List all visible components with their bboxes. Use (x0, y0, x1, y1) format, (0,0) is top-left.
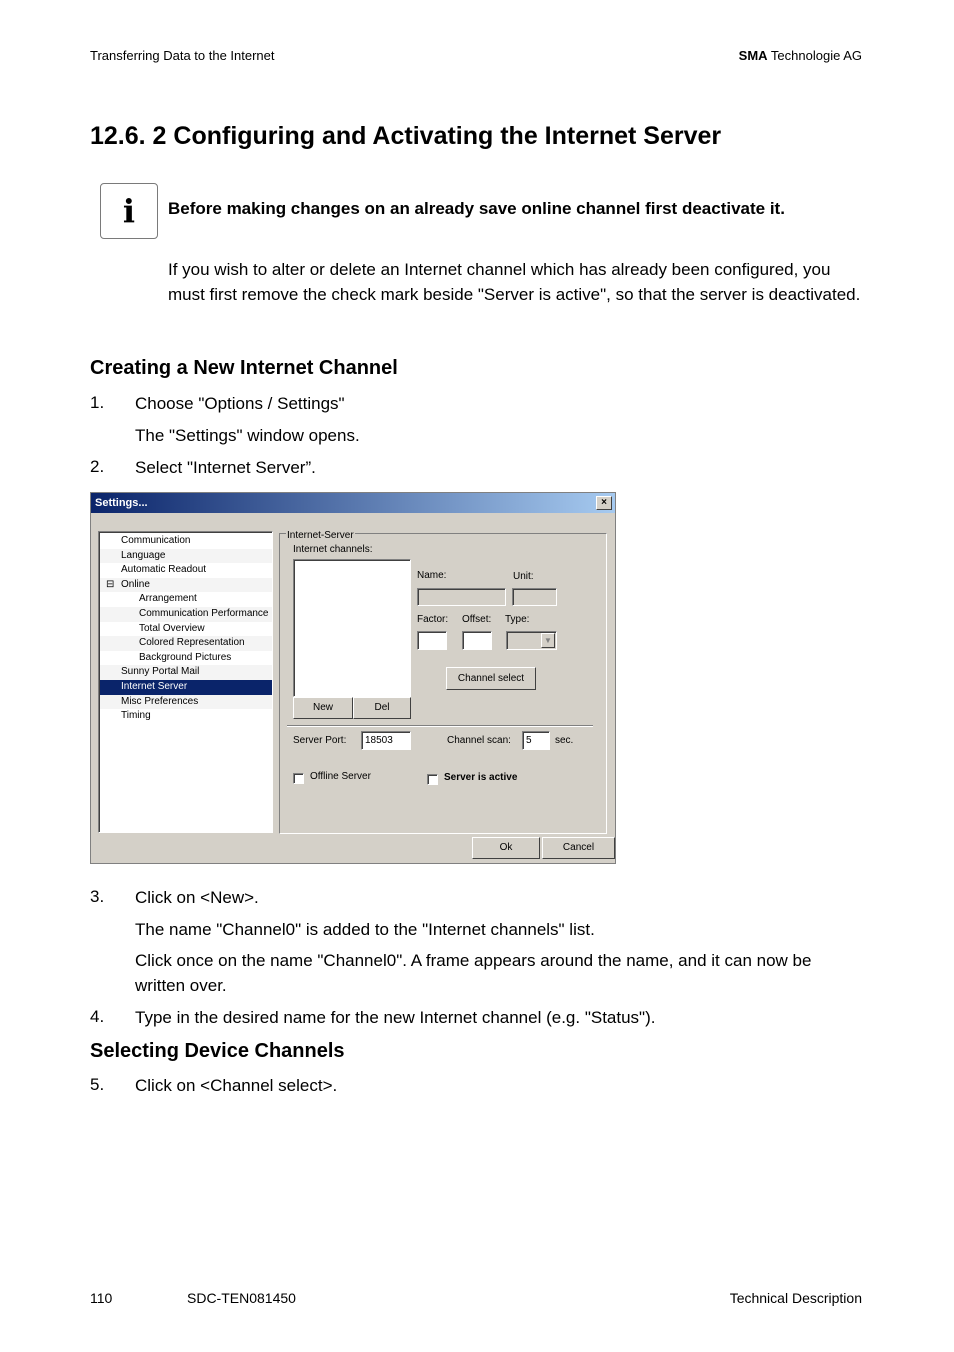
tree-item-label: Communication Performance (139, 608, 269, 619)
collapse-icon[interactable]: ⊟ (106, 578, 115, 590)
unit-field[interactable] (512, 588, 557, 606)
tree-item[interactable] (100, 651, 272, 666)
step-3-result-2: Click once on the name "Channel0". A frame appears around the name, and it can now be written over. (135, 951, 812, 995)
tree-item-label: Timing (121, 710, 151, 722)
channel-scan-label: Channel scan: (447, 735, 511, 746)
type-select[interactable] (506, 631, 557, 650)
tree-item[interactable] (100, 607, 272, 622)
tree-item[interactable] (100, 563, 272, 578)
tree-item-label: Colored Representation (139, 637, 245, 649)
tree-item[interactable] (100, 665, 272, 680)
tree-item[interactable] (100, 695, 272, 710)
chevron-down-icon[interactable]: ▼ (541, 633, 555, 648)
dialog-titlebar (91, 493, 615, 513)
brand-rest: Technologie AG (767, 48, 862, 63)
tree-item[interactable] (100, 549, 272, 564)
tree-item-label: Misc Preferences (121, 695, 199, 707)
close-button[interactable]: × (596, 496, 612, 510)
new-button[interactable]: New (293, 697, 353, 719)
creating-heading: Creating a New Internet Channel (90, 357, 398, 379)
server-active-label: Server is active (444, 772, 518, 783)
document-id: SDC-TEN081450 (187, 1290, 296, 1306)
name-field[interactable] (417, 588, 506, 606)
factor-field[interactable] (417, 631, 447, 650)
tree-item-label: Total Overview (139, 622, 205, 634)
divider (287, 725, 593, 727)
tree-item[interactable] (100, 636, 272, 651)
offline-server-checkbox[interactable] (293, 773, 304, 784)
note-warning: Before making changes on an already save online channel first deactivate it. (168, 199, 785, 218)
tree-item[interactable] (100, 709, 272, 724)
settings-dialog (90, 492, 616, 864)
step-1-result: The "Settings" window opens. (135, 426, 360, 445)
sec-label: sec. (555, 735, 574, 746)
step-4-text: Type in the desired name for the new Internet channel (e.g. "Status"). (135, 1008, 656, 1027)
step-number: 5. (90, 1075, 105, 1094)
info-icon: i (100, 183, 158, 239)
factor-label: Factor: (417, 614, 449, 625)
internet-channels-list[interactable] (293, 559, 411, 697)
step-1-text: Choose "Options / Settings" (135, 394, 345, 413)
page-number: 110 (90, 1290, 113, 1306)
tree-item-label: Background Pictures (139, 651, 232, 663)
step-number: 1. (90, 393, 105, 412)
selecting-heading: Selecting Device Channels (90, 1040, 345, 1062)
del-button[interactable]: Del (353, 697, 411, 719)
step-number: 2. (90, 457, 105, 476)
channel-select-button[interactable]: Channel select (446, 667, 536, 690)
footer-right: Technical Description (729, 1290, 862, 1306)
dialog-title: Settings... (95, 497, 148, 509)
tree-item-label: Online (121, 578, 150, 590)
tree-item-label: Communication (121, 535, 191, 546)
type-label: Type: (505, 614, 530, 625)
offset-field[interactable] (462, 631, 492, 650)
note-text: If you wish to alter or delete an Internet channel which has already been configured, you must first remove the check mark beside "Server is active", so that the server is deactivated. (168, 260, 861, 304)
tree-item-label: Internet Server (121, 681, 188, 692)
offline-server-label: Offline Server (310, 771, 371, 782)
tree-item[interactable] (100, 578, 272, 593)
tree-item[interactable] (100, 592, 272, 607)
tree-item-label: Arrangement (139, 593, 197, 605)
tree-item-label: Sunny Portal Mail (121, 666, 200, 678)
settings-tree[interactable] (98, 531, 273, 833)
step-number: 3. (90, 887, 105, 906)
server-port-input[interactable]: 18503 (361, 731, 411, 750)
section-title: 12.6. 2 Configuring and Activating the Internet Server (90, 122, 722, 150)
step-3-result-1: The name "Channel0" is added to the "Internet channels" list. (135, 920, 595, 939)
step-3-text: Click on <New>. (135, 888, 259, 907)
cancel-button[interactable]: Cancel (542, 837, 615, 859)
step-number: 4. (90, 1007, 105, 1026)
brand-name: SMA (738, 48, 768, 63)
tree-item-label: Automatic Readout (121, 564, 207, 576)
name-label: Name: (417, 570, 447, 581)
step-2-text: Select "Internet Server”. (135, 458, 316, 477)
channel-scan-input[interactable]: 5 (522, 731, 550, 750)
channels-label: Internet channels: (293, 544, 373, 555)
running-header-right (739, 48, 862, 63)
unit-label: Unit: (513, 571, 534, 582)
group-title: Internet-Server (287, 530, 354, 541)
tree-item-label: Language (121, 549, 166, 561)
server-port-label: Server Port: (293, 735, 347, 746)
running-header-left: Transferring Data to the Internet (90, 48, 275, 63)
tree-item[interactable] (100, 534, 272, 549)
step-5-text: Click on <Channel select>. (135, 1076, 338, 1095)
offset-label: Offset: (462, 614, 492, 625)
server-active-checkbox[interactable] (427, 774, 438, 785)
tree-item[interactable] (100, 622, 272, 637)
ok-button[interactable]: Ok (472, 837, 540, 859)
tree-item[interactable] (100, 680, 272, 695)
